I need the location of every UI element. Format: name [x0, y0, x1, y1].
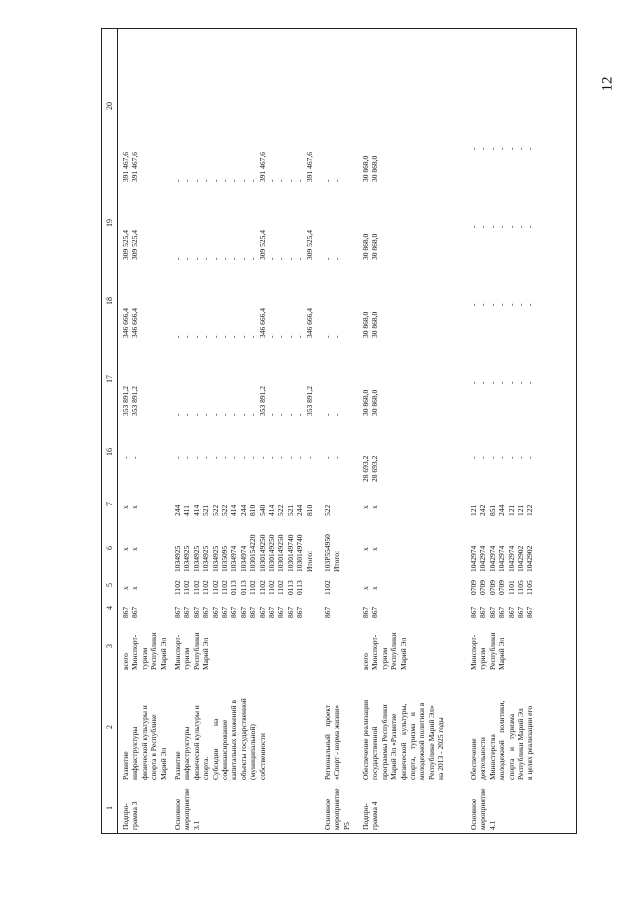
row-4-col-4: 867 867: [361, 606, 380, 618]
row-3-col-19: - -: [323, 257, 342, 260]
col-number-6: 6: [105, 546, 114, 550]
row-5-col-5: 0709 0709 0709 0709 1101 1105 1105: [469, 580, 535, 595]
row-4-col-3: всего Минспорт- туризм Республики Марий Эл: [361, 632, 408, 670]
col-number-4: 4: [105, 606, 114, 610]
row-3-col-20: - -: [323, 179, 342, 182]
row-5-col-3: Минспорт- туризм Республики Марий Эл: [469, 632, 507, 670]
row-4-col-19: 30 868,0 30 868,0: [361, 233, 380, 260]
row-1-col-6: x x: [121, 547, 140, 551]
col-number-16: 16: [105, 448, 114, 456]
row-2-col-1: Основное мероприятие 3.1: [173, 788, 201, 830]
col-number-2: 2: [105, 725, 114, 729]
row-3-col-2: Региональный проект «Спорт - норма жизни»: [323, 704, 342, 780]
row-4-col-16: 28 693,2 28 693,2: [361, 455, 380, 482]
row-1-col-17: 353 891,2 353 891,2: [121, 386, 140, 416]
row-1-col-2: Развитие инфраструктуры физической культуры и спорта в Республике Марий Эл: [121, 705, 168, 780]
row-5-col-7: 121 242 851 244 121 121 122: [469, 504, 535, 516]
row-4-col-5: x x: [361, 586, 380, 590]
row-1-col-18: 346 666,4 346 666,4: [121, 308, 140, 338]
row-5-col-2: Обеспечение деятельности Министерства молодежной политики, спорта и туризма Республики Марий Эл в целях реализации его: [469, 700, 535, 780]
row-5-col-1: Основное мероприятие 4.1: [469, 788, 497, 830]
row-2-col-2: Развитие инфраструктуры физической культуры и спорта. Субсидии на софинансирование капитальных вложений в объекты государственной (муниципальной) собственности: [173, 698, 267, 780]
row-5-col-18: - - - - - - -: [469, 303, 535, 306]
row-3-col-17: - -: [323, 413, 342, 416]
row-3-col-16: - -: [323, 456, 342, 459]
row-2-col-6: 1034925 1034925 1034925 1034925 1034925 1035095 1034974 1034974 1030154220 1030149250 1030149250 1030149250 1030149740 1030149740 Итого:: [173, 534, 314, 572]
row-5-col-20: - - - - - - -: [469, 147, 535, 150]
row-1-col-1: Подпро- грамма 3: [121, 801, 140, 830]
col-number-1: 1: [105, 806, 114, 810]
row-2-col-7: 244 411 414 521 522 522 414 244 810 540 414 522 521 244 810: [173, 504, 314, 516]
row-4-col-6: x x: [361, 547, 380, 551]
row-4-col-7: x x: [361, 505, 380, 509]
row-4-col-1: Подпро- грамма 4: [361, 801, 380, 830]
row-3-col-18: - -: [323, 335, 342, 338]
col-number-3: 3: [105, 644, 114, 648]
row-2-col-20: - - - - - - - - - 391 467,6 - - - - 391 467,6: [173, 152, 314, 182]
row-3-col-6: 103P554950 Итого:: [323, 534, 342, 572]
row-1-col-7: x x: [121, 505, 140, 509]
row-1-col-3: всего Минспорт- туризм Республики Марий Эл: [121, 632, 168, 670]
row-5-col-6: 1042974 1042974 1042974 1042974 1042974 1042902 1042902: [469, 545, 535, 572]
row-2-col-4: 867 867 867 867 867 867 867 867 867 867 867 867 867 867: [173, 606, 305, 618]
col-number-7: 7: [105, 502, 114, 506]
col-number-5: 5: [105, 583, 114, 587]
col-number-18: 18: [105, 297, 114, 305]
row-2-col-16: - - - - - - - - - - - - - - -: [173, 456, 314, 459]
row-5-col-17: - - - - - - -: [469, 381, 535, 384]
row-5-col-4: 867 867 867 867 867 867 867: [469, 606, 535, 618]
row-4-col-20: 30 868,0 30 868,0: [361, 155, 380, 182]
row-3-col-7: 522: [323, 504, 332, 516]
row-1-col-5: x x: [121, 586, 140, 590]
row-2-col-19: - - - - - - - - - 309 525,4 - - - - 309 525,4: [173, 230, 314, 260]
row-3-col-1: Основное мероприятие P5: [323, 788, 351, 830]
row-2-col-3: Минспорт- туризм Республики Марий Эл: [173, 632, 211, 670]
page-number: 12: [599, 76, 616, 92]
row-5-col-16: - - - - - - -: [469, 456, 535, 459]
row-1-col-19: 309 525,4 309 525,4: [121, 230, 140, 260]
row-4-col-17: 30 868,0 30 868,0: [361, 389, 380, 416]
row-2-col-17: - - - - - - - - - 353 891,2 - - - - 353 891,2: [173, 386, 314, 416]
row-1-col-20: 391 467,6 391 467,6: [121, 152, 140, 182]
budget-table: [101, 28, 577, 834]
row-1-col-16: - -: [121, 456, 140, 459]
col-number-19: 19: [105, 219, 114, 227]
col-number-17: 17: [105, 375, 114, 383]
row-5-col-19: - - - - - - -: [469, 225, 535, 228]
row-3-col-4: 867: [323, 606, 332, 618]
row-3-col-5: 1102: [323, 580, 332, 595]
row-4-col-18: 30 868,0 30 868,0: [361, 311, 380, 338]
row-1-col-4: 867 867: [121, 606, 140, 618]
row-4-col-2: Обеспечение реализации государственной программы Республики Марий Эл «Развитие физической культуры, спорта, туризма и молодежной политики в Республике Марий Эл» на 2013 - 2025 годы: [361, 699, 446, 780]
col-number-20: 20: [105, 102, 114, 110]
row-2-col-5: 1102 1102 1102 1102 1102 1102 0113 0113 1102 1102 1102 1102 0113 0113: [173, 580, 305, 595]
row-2-col-18: - - - - - - - - - 346 666,4 - - - - 346 666,4: [173, 308, 314, 338]
table-body: [101, 28, 577, 834]
